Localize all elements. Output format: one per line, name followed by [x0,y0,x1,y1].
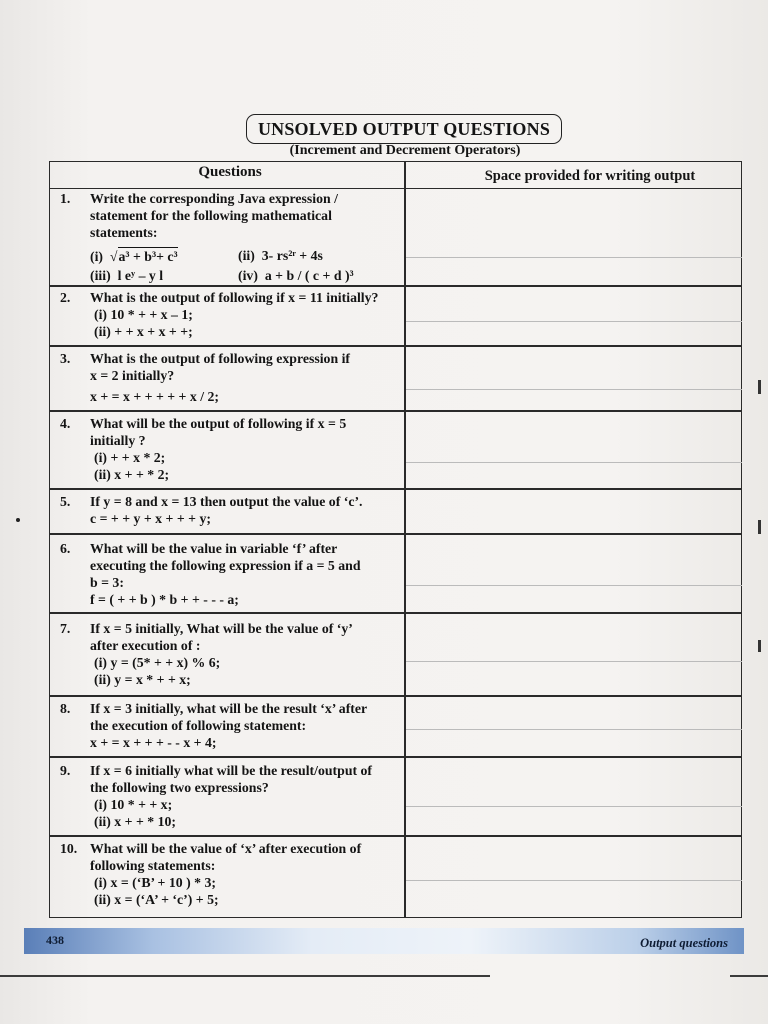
page-number: 438 [46,933,64,947]
question-text: initially ? [90,433,146,448]
sub-expression: x + = x + + + - - x + 4; [90,735,217,750]
question-text: x = 2 initially? [90,368,175,383]
question-text: What will be the value in variable ‘f’ after [90,541,338,556]
sub-expression: (i) + + x * 2; [94,450,166,465]
column-divider [404,161,406,918]
answer-rule [406,462,742,463]
question-text: b = 3: [90,575,124,590]
part-label: (iii) [90,268,111,283]
answer-rule [406,661,742,662]
sqrt-expression: √a³ + b³+ c³ [106,249,178,264]
question-text: What will be the value of ‘x’ after execution of [90,841,362,856]
question-text: statements: [90,225,158,240]
margin-dot [16,518,20,522]
row-divider [49,410,742,412]
sub-expression: (ii) y = x * + + x; [94,672,191,687]
sub-expression: (i) 10 * + + x – 1; [94,307,193,322]
part-label: (i) [90,249,104,264]
question-text: following statements: [90,858,216,873]
question-text: the following two expressions? [90,780,269,795]
page-edge-line [0,975,490,977]
question-text: What is the output of following if x = 11 initially? [90,290,379,305]
row-divider [49,345,742,347]
sub-expression: x + = x + + + + + x / 2; [90,389,219,404]
question-number: 10. [60,841,78,856]
answer-rule [406,321,742,322]
question-number: 9. [60,763,71,778]
sub-expression: c = + + y + x + + + y; [90,511,211,526]
question-number: 4. [60,416,71,431]
question-number: 6. [60,541,71,556]
question-number: 3. [60,351,71,366]
answer-rule [406,806,742,807]
question-text: the execution of following statement: [90,718,307,733]
sub-expression: (ii) x + + * 10; [94,814,177,829]
margin-mark [758,520,761,534]
row-divider [49,612,742,614]
row-divider [49,695,742,697]
question-text: If x = 5 initially, What will be the value of ‘y’ [90,621,353,636]
page-title: UNSOLVED OUTPUT QUESTIONS [246,114,562,144]
row-divider [49,756,742,758]
question-text: If x = 6 initially what will be the result/output of [90,763,373,778]
sub-expression: (ii) x = (‘A’ + ‘c’) + 5; [94,892,219,907]
row-divider [49,285,742,287]
answer-rule [406,257,742,258]
part-label: (ii) [238,248,255,263]
question-number: 5. [60,494,71,509]
question-text: What will be the output of following if x = 5 [90,416,347,431]
question-text: executing the following expression if a = 5 and [90,558,361,573]
answer-rule [406,389,742,390]
question-text: If x = 3 initially, what will be the result ‘x’ after [90,701,368,716]
margin-mark [758,640,761,652]
sub-expression: (i) y = (5* + + x) % 6; [94,655,221,670]
row-divider [49,488,742,490]
header-space-for-output: Space provided for writing output [484,168,696,184]
answer-rule [406,880,742,881]
question-number: 1. [60,191,71,206]
question-number: 7. [60,621,71,636]
answer-rule [406,729,742,730]
expression: a + b / ( c + d )³ [264,268,354,283]
sub-expression: (ii) x + + * 2; [94,467,170,482]
margin-mark [758,380,761,394]
sub-expression: (i) 10 * + + x; [94,797,173,812]
expression: 3- rs²ʳ + 4s [261,248,323,263]
answer-rule [406,585,742,586]
question-text: If y = 8 and x = 13 then output the value of ‘c’. [90,494,363,509]
question-number: 2. [60,290,71,305]
footer-band [24,928,744,954]
expression: l eʸ – y l [117,268,164,283]
page-edge-line [730,975,768,977]
footer-section-label: Output questions [640,936,728,950]
page-subtitle: (Increment and Decrement Operators) [289,143,521,158]
part-label: (iv) [238,268,258,283]
row-divider [49,533,742,535]
question-text: statement for the following mathematical [90,208,332,223]
sub-expression: (i) x = (‘B’ + 10 ) * 3; [94,875,216,890]
header-questions: Questions [198,164,262,180]
question-text: Write the corresponding Java expression / [90,191,338,206]
sub-expression: f = ( + + b ) * b + + - - - a; [90,592,239,607]
row-divider [49,835,742,837]
question-number: 8. [60,701,71,716]
question-text: What is the output of following expression if [90,351,350,366]
question-text: after execution of : [90,638,201,653]
sub-expression: (ii) + + x + x + +; [94,324,193,339]
